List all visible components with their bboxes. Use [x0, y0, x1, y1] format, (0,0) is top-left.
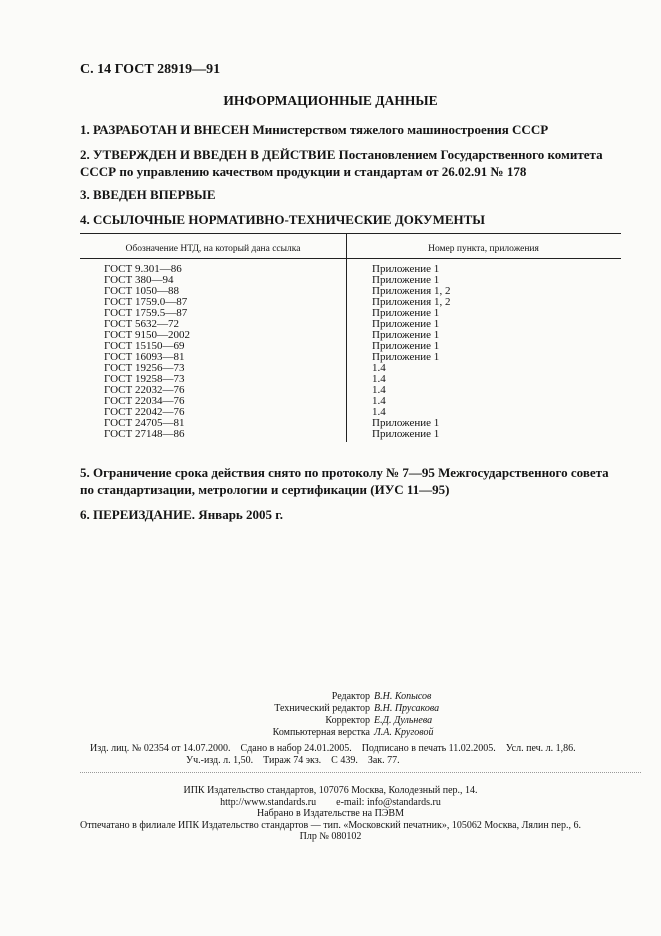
- print-info-line-2: Уч.-изд. л. 1,50. Тираж 74 экз. С 439. Зак. 77.: [186, 755, 400, 766]
- table-header-rule: [80, 258, 621, 259]
- item-text: Министерством тяжелого машиностроения СССР: [252, 122, 549, 137]
- table-cell: ГОСТ 15150—69: [104, 340, 185, 352]
- table-cell: 1.4: [372, 362, 386, 374]
- table-cell: ГОСТ 22032—76: [104, 384, 185, 396]
- table-col-clause: [372, 264, 450, 440]
- divider: [80, 772, 641, 773]
- item-number: 2.: [80, 147, 90, 162]
- table-cell: ГОСТ 19256—73: [104, 362, 185, 374]
- publisher-web: http://www.standards.ru e-mail: info@standards.ru: [220, 796, 441, 808]
- info-item-4: [80, 211, 620, 228]
- table-cell: ГОСТ 22042—76: [104, 406, 185, 418]
- credit-role: Компьютерная верстка: [272, 727, 370, 738]
- table-cell: ГОСТ 19258—73: [104, 373, 185, 385]
- item-number: 3.: [80, 187, 90, 202]
- table-header-doc: Обозначение НТД, на который дана ссылка: [125, 244, 301, 254]
- table-divider: [346, 233, 347, 442]
- credit-role: Корректор: [325, 715, 370, 726]
- credit-name: В.Н. Прусакова: [374, 703, 440, 714]
- item-number: 1.: [80, 122, 90, 137]
- table-cell: ГОСТ 1759.0—87: [104, 296, 188, 308]
- credit-role: Редактор: [331, 691, 370, 702]
- info-item-5: [80, 464, 625, 498]
- table-cell: Приложение 1: [372, 417, 440, 429]
- credit-name: Е.Д. Дульнева: [374, 715, 433, 726]
- table-cell: Приложения 1, 2: [372, 296, 451, 308]
- table-cell: Приложения 1, 2: [372, 285, 451, 297]
- item-number: 5.: [80, 465, 90, 480]
- info-item-6: [80, 506, 620, 523]
- item-text: Ограничение срока действия снято по протоколу № 7—95 Межгосударственного совета по стандартизации, метрологии и сертификации (ИУС 11—95): [80, 465, 609, 497]
- table-cell: Приложение 1: [372, 318, 440, 330]
- table-cell: 1.4: [372, 384, 386, 396]
- table-cell: ГОСТ 9150—2002: [104, 329, 190, 341]
- table-cell: ГОСТ 27148—86: [104, 428, 185, 440]
- credit-roles: [196, 691, 370, 739]
- table-cell: 1.4: [372, 373, 386, 385]
- publisher-license: Плр № 080102: [299, 831, 362, 842]
- publisher-typeset: Набрано в Издательстве на ПЭВМ: [257, 808, 404, 819]
- item-number: 6.: [80, 507, 90, 522]
- credit-name: Л.А. Круговой: [374, 727, 434, 738]
- table-cell: Приложение 1: [372, 351, 440, 363]
- table-cell: 1.4: [372, 395, 386, 407]
- table-cell: ГОСТ 24705—81: [104, 417, 185, 429]
- table-cell: ГОСТ 1759.5—87: [104, 307, 188, 319]
- item-heading: УТВЕРЖДЕН И ВВЕДЕН В ДЕЙСТВИЕ: [93, 147, 336, 162]
- item-heading: ПЕРЕИЗДАНИЕ. Январь 2005 г.: [93, 507, 283, 522]
- table-cell: Приложение 1: [372, 307, 440, 319]
- credit-names: [374, 691, 439, 739]
- item-heading: РАЗРАБОТАН И ВНЕСЕН: [93, 122, 250, 137]
- credit-role: Технический редактор: [274, 703, 370, 714]
- table-cell: 1.4: [372, 406, 386, 418]
- table-cell: Приложение 1: [372, 263, 440, 275]
- table-top-rule: [80, 233, 621, 234]
- info-item-1: [80, 121, 620, 138]
- table-cell: Приложение 1: [372, 274, 440, 286]
- table-cell: Приложение 1: [372, 329, 440, 341]
- table-cell: ГОСТ 1050—88: [104, 285, 179, 297]
- page-title: ИНФОРМАЦИОННЫЕ ДАННЫЕ: [223, 93, 438, 108]
- credit-name: В.Н. Копысов: [374, 691, 432, 702]
- page-header: С. 14 ГОСТ 28919—91: [80, 62, 221, 77]
- table-cell: ГОСТ 22034—76: [104, 395, 185, 407]
- table-cell: ГОСТ 380—94: [104, 274, 174, 286]
- publisher-block: [0, 785, 661, 843]
- table-header-clause: Номер пункта, приложения: [428, 244, 539, 254]
- table-cell: ГОСТ 9.301—86: [104, 263, 182, 275]
- info-item-3: [80, 186, 620, 203]
- item-heading: ВВЕДЕН ВПЕРВЫЕ: [93, 187, 216, 202]
- publisher-address: ИПК Издательство стандартов, 107076 Москва, Колодезный пер., 14.: [183, 785, 478, 796]
- table-cell: Приложение 1: [372, 428, 440, 440]
- info-item-2: [80, 146, 625, 180]
- item-heading: ССЫЛОЧНЫЕ НОРМАТИВНО-ТЕХНИЧЕСКИЕ ДОКУМЕНТЫ: [93, 212, 486, 227]
- table-cell: ГОСТ 5632—72: [104, 318, 179, 330]
- print-info-line-1: Изд. лиц. № 02354 от 14.07.2000. Сдано в набор 24.01.2005. Подписано в печать 11.02.2005. Усл. печ. л. 1,86.: [90, 743, 576, 754]
- table-col-doc: [104, 264, 190, 440]
- item-number: 4.: [80, 212, 90, 227]
- table-cell: Приложение 1: [372, 340, 440, 352]
- table-cell: ГОСТ 16093—81: [104, 351, 185, 363]
- publisher-printed: Отпечатано в филиале ИПК Издательство стандартов — тип. «Московский печатник», 105062 Москва, Лялин пер., 6.: [80, 819, 581, 831]
- item-text: Постановлением Государственного комитета СССР по управлению качеством продукции и стандартам от 26.02.91 № 178: [80, 147, 603, 179]
